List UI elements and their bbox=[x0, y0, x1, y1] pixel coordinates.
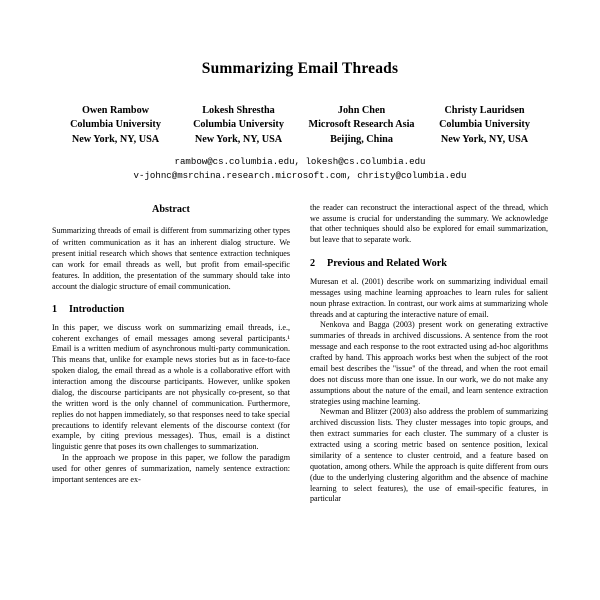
author-location: New York, NY, USA bbox=[194, 133, 283, 145]
paragraph: Nenkova and Bagga (2003) present work on generating extractive summaries of threads in archived discussions. A sentence from the root message and each response to the root extracted using ad-hoc algorithms crafted by hand. This approach works best when the subject of the root email best describes the "issue" of the thread, and when the root email does not discuss more than one issue. In our work, we do not make any assumptions about the nature of the email, and learn sentence extraction strategies using machine learning. bbox=[310, 320, 548, 406]
author-name: Owen Rambow bbox=[81, 105, 150, 116]
paragraph: In the approach we propose in this paper, we follow the paradigm used for other genres of summarization, namely sentence extraction: important sentences are ex- bbox=[52, 453, 290, 484]
section-heading-introduction bbox=[52, 303, 290, 317]
section-number: 2 bbox=[310, 258, 316, 270]
page-title: Summarizing Email Threads bbox=[201, 60, 399, 77]
section-title: Previous and Related Work bbox=[327, 258, 447, 270]
author-block bbox=[300, 104, 423, 147]
paragraph: Muresan et al. (2001) describe work on summarizing individual email messages using machine learning approaches to learn rules for salient noun phrase extraction. In contrast, our work aims at summarizing whole threads and at capturing the interactive nature of email. bbox=[310, 276, 548, 319]
author-affiliation: Microsoft Research Asia bbox=[308, 119, 415, 131]
author-block bbox=[177, 104, 300, 147]
right-column bbox=[310, 203, 548, 506]
author-name: Christy Lauridsen bbox=[444, 105, 525, 116]
paragraph: Newman and Blitzer (2003) also address the problem of summarizing archived discussion lists. They cluster messages into topic groups, and then extract summaries for each cluster. The summary of a cluster is extracted using a scoring metric based on sentence position, lexical similarity of a sentence to cluster centroid, and a feature based on quotation, among others. While the approach is quite different from ours (due to the underlying clustering algorithm and the absence of machine learning to select features), the use of email-specific features, in particular bbox=[310, 407, 548, 504]
author-affiliation: Columbia University bbox=[439, 119, 530, 131]
section-title: Introduction bbox=[69, 303, 125, 315]
body-columns bbox=[52, 203, 548, 506]
paragraph: In this paper, we discuss work on summarizing email threads, i.e., coherent exchanges of email messages among several participants.¹ Email is a written medium of asynchronous multi-party communication. This means that, unlike for example news stories but as in face-to-face spoken dialog, the email thread as a whole is a collaborative effort with interaction among the discourse participants. However, unlike spoken dialog, the discourse participants are not physically co-present, so that the written word is the only channel of communication. Furthermore, replies do not happen immediately, so that responses need to take special precautions to identify relevant elements of the discourse context (for example, by citing previous messages). Thus, email is a distinct linguistic genre that poses its own challenges to summarization. bbox=[52, 322, 290, 452]
section-heading-previous-work bbox=[310, 257, 548, 271]
left-column bbox=[52, 203, 290, 486]
author-block bbox=[54, 104, 177, 147]
author-emails bbox=[52, 155, 548, 182]
author-block bbox=[423, 104, 546, 147]
author-name: Lokesh Shrestha bbox=[202, 105, 275, 116]
author-affiliation: Columbia University bbox=[193, 119, 284, 131]
abstract-text: Summarizing threads of email is different from summarizing other types of written communication as it has an inherent dialog structure. We present initial research which shows that sentence extraction techniques can work for email threads as well, but profit from email-specific features. In addition, the presentation of the summary should take into account the dialogic structure of email communication. bbox=[52, 226, 290, 291]
section-number: 1 bbox=[52, 303, 58, 315]
email-line: rambow@cs.columbia.edu, lokesh@cs.columbia.edu bbox=[174, 156, 426, 168]
email-line: v-johnc@msrchina.research.microsoft.com, christy@columbia.edu bbox=[133, 170, 467, 182]
author-affiliation: Columbia University bbox=[70, 119, 161, 131]
author-list bbox=[54, 104, 546, 147]
author-name: John Chen bbox=[337, 105, 386, 116]
author-location: New York, NY, USA bbox=[440, 133, 529, 145]
author-location: New York, NY, USA bbox=[71, 133, 160, 145]
paragraph-continued: the reader can reconstruct the interactional aspect of the thread, which we assume is crucial for understanding the summary. We acknowledge that other techniques should also be explored for email summarization, but leave that to separate work. bbox=[310, 202, 548, 245]
author-location: Beijing, China bbox=[330, 133, 393, 145]
abstract-heading: Abstract bbox=[152, 203, 190, 215]
